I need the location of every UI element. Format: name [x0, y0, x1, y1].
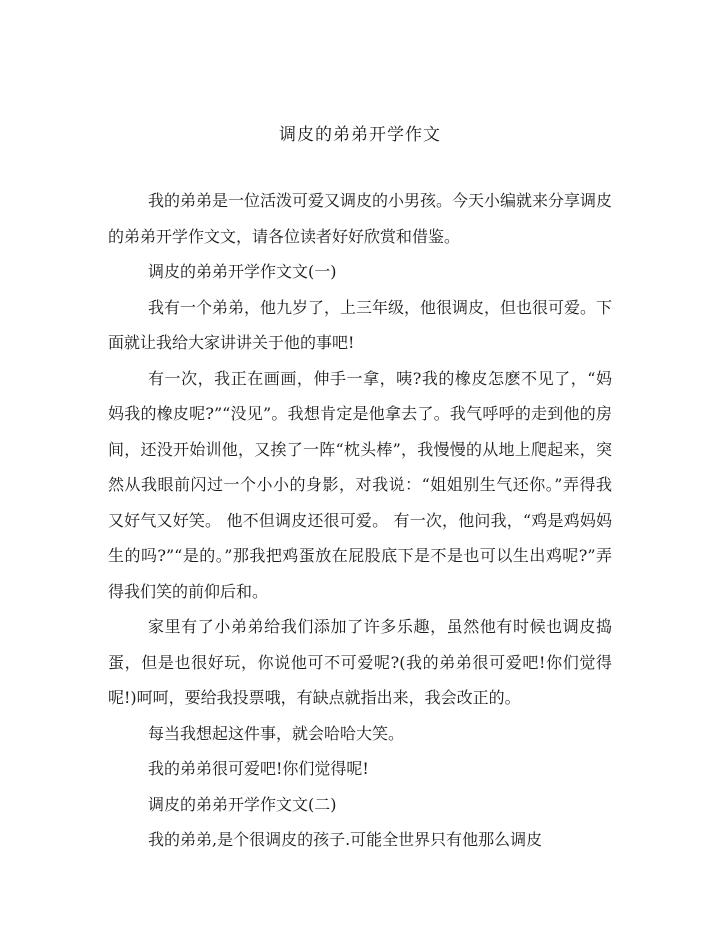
- paragraph: 每当我想起这件事，就会哈哈大笑。: [148, 723, 405, 743]
- document-title: 调皮的弟弟开学作文: [279, 125, 441, 145]
- section-heading-one: 调皮的弟弟开学作文文(一): [148, 262, 337, 281]
- document-body: [108, 183, 612, 858]
- paragraph: 我的弟弟很可爱吧!你们觉得呢!: [148, 759, 369, 778]
- paragraph: 我的弟弟,是个很调皮的孩子.可能全世界只有他那么调皮: [148, 830, 543, 849]
- paragraph-intro: 我的弟弟是一位活泼可爱又调皮的小男孩。今天小编就来分享调皮的弟弟开学作文文，请各位读者好好欣赏和借鉴。: [108, 191, 613, 246]
- paragraph: 我有一个弟弟，他九岁了，上三年级，他很调皮，但也很可爱。下面就让我给大家讲讲关于他的事吧!: [108, 297, 613, 352]
- paragraph: 家里有了小弟弟给我们添加了许多乐趣，虽然他有时候也调皮捣蛋，但是也很好玩，你说他可不可爱呢?(我的弟弟很可爱吧!你们觉得呢!)呵呵，要给我投票哦，有缺点就指出来，我会改正的。: [108, 617, 612, 707]
- paragraph: 有一次，我正在画画，伸手一拿，咦?我的橡皮怎麽不见了，“妈妈我的橡皮呢?”“没见”。我想肯定是他拿去了。我气呼呼的走到他的房间，还没开始训他，又挨了一阵“枕头棒”，我慢慢的从地上爬起来，突然从我眼前闪过一个小小的身影，对我说：“姐姐别生气还你。”弄得我又好气又好笑。 他不但调皮还很可爱。 有一次，他问我，“鸡是鸡妈妈生的吗?”“是的。”那我把鸡蛋放在屁股底下是不是也可以生出鸡呢?”弄得我们笑的前仰后和。: [108, 368, 612, 601]
- section-heading-two: 调皮的弟弟开学作文文(二): [148, 794, 337, 814]
